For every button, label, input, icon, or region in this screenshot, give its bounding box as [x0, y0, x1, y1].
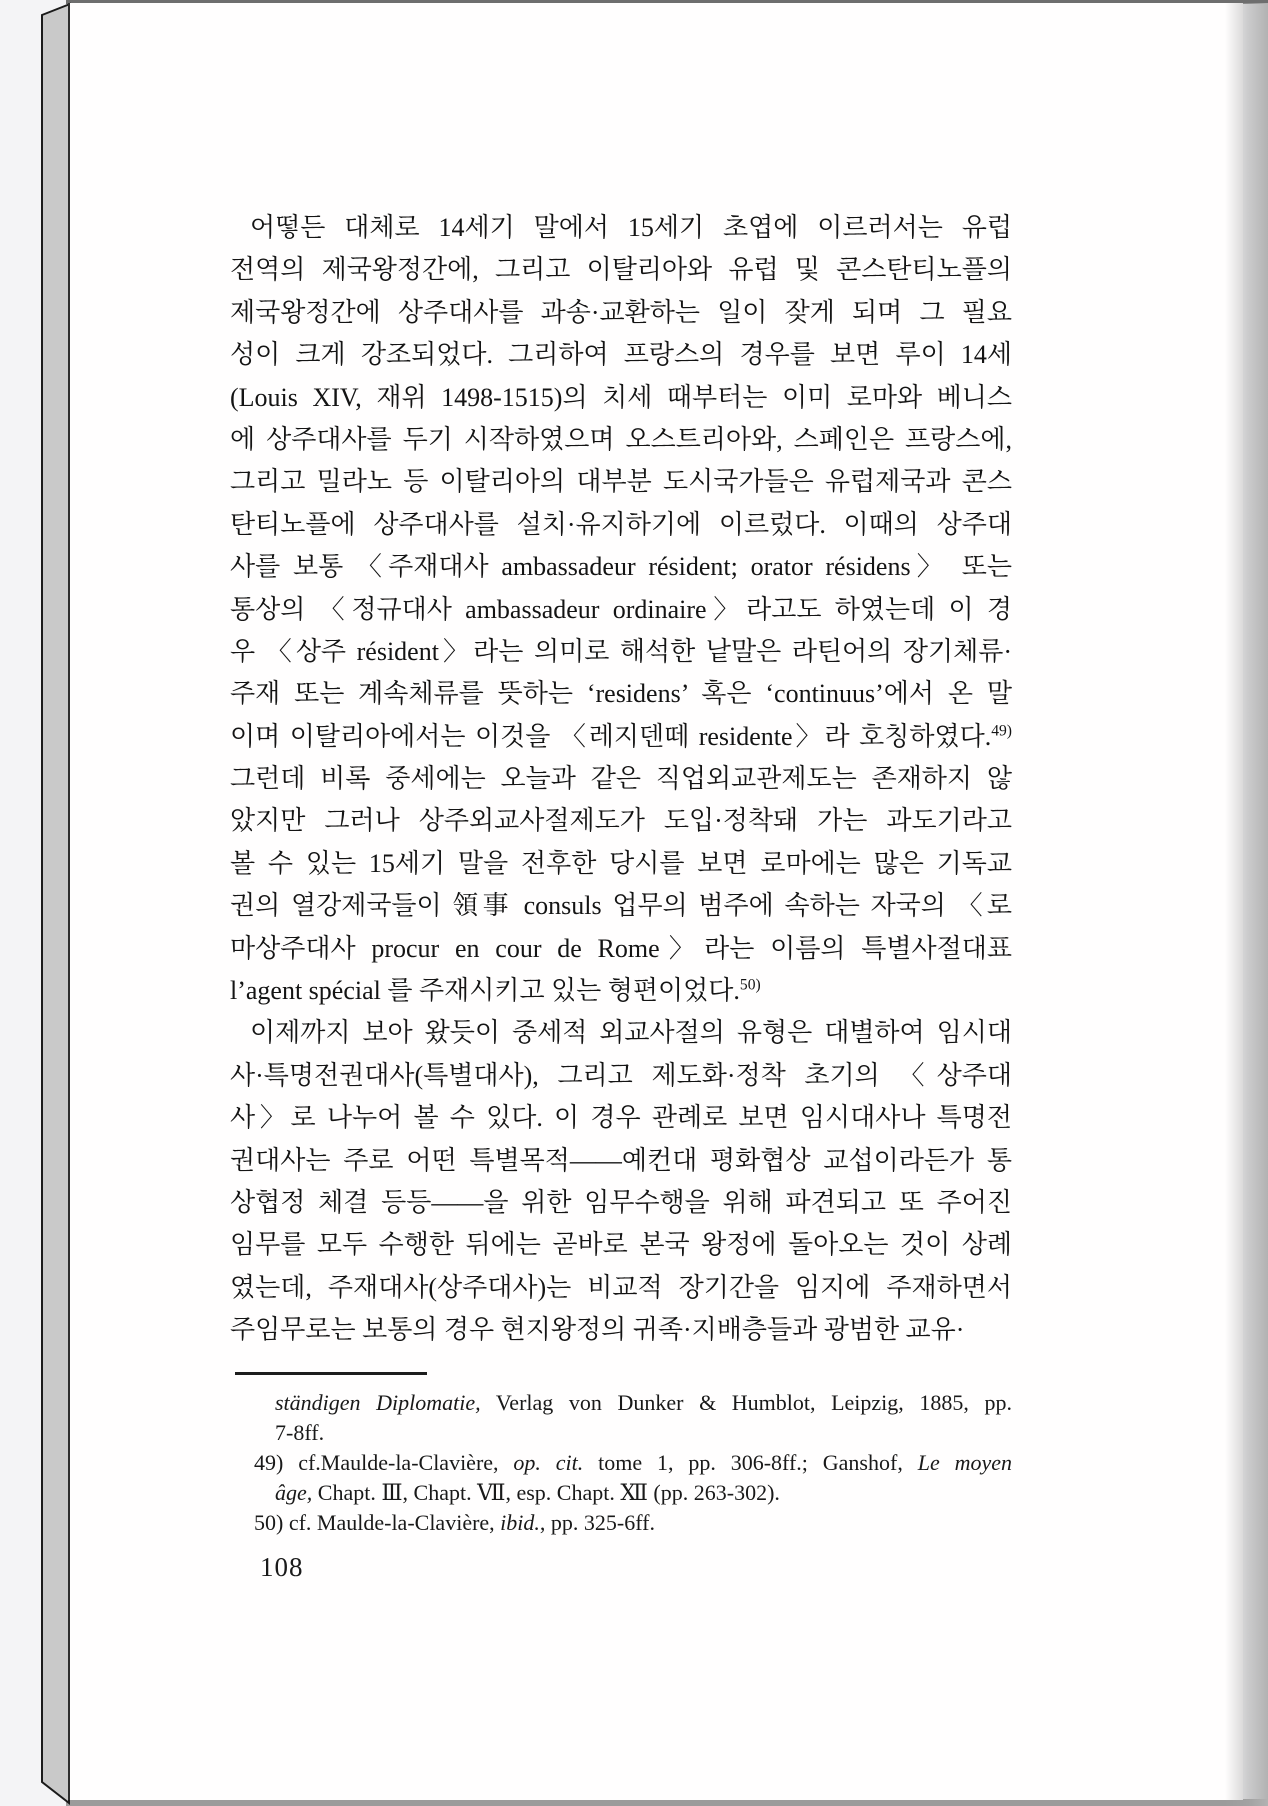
text-line: 전역의 제국왕정간에, 그리고 이탈리아와 유럽 및 콘스탄티노플의	[230, 255, 1012, 285]
text-line: âge, Chapt. Ⅲ, Chapt. Ⅶ, esp. Chapt. Ⅻ (pp. 263-302).	[275, 1480, 780, 1505]
text-line: 임무를 모두 수행한 뒤에는 곧바로 본국 왕정에 돌아오는 것이 상례	[230, 1230, 1012, 1260]
text-line: 았지만 그러나 상주외교사절제도가 도입·정착돼 가는 과도기라고	[230, 806, 1012, 836]
text-line: 통상의 〈정규대사 ambassadeur ordinaire〉라고도 하였는데 이 경	[230, 594, 1012, 624]
text-line: 제국왕정간에 상주대사를 과송·교환하는 일이 잦게 되며 그 필요	[230, 297, 1012, 327]
text-line: l’agent spécial 를 주재시키고 있는 형편이었다.$^{50)}$	[230, 976, 761, 1006]
text-line: 사를 보통 〈주재대사 ambassadeur résident; orator résidens〉 또는	[230, 552, 1012, 582]
text-line: 볼 수 있는 15세기 말을 전후한 당시를 보면 로마에는 많은 기독교	[230, 848, 1012, 878]
page	[68, 3, 1243, 1800]
page-bottom-edge-line	[66, 1799, 1268, 1806]
text-line: 성이 크게 강조되었다. 그리하여 프랑스의 경우를 보면 루이 14세	[230, 340, 1012, 370]
text-line: ständigen Diplomatie, Verlag von Dunker & Humblot, Leipzig, 1885, pp.	[275, 1390, 1013, 1415]
text-line: 어떻든 대체로 14세기 말에서 15세기 초엽에 이르러서는 유럽	[250, 213, 1012, 242]
text-line: 마상주대사 procur en cour de Rome〉라는 이름의 특별사절대표	[230, 933, 1012, 963]
text-line: 에 상주대사를 두기 시작하였으며 오스트리아와, 스페인은 프랑스에,	[230, 424, 1012, 454]
text-line: 주재 또는 계속체류를 뜻하는 ‘residens’ 혹은 ‘continuus’에서 온 말	[230, 679, 1012, 709]
text-line: 주임무로는 보통의 경우 현지왕정의 귀족·지배층들과 광범한 교유·	[230, 1315, 965, 1345]
text-line: 우 〈상주 résident〉라는 의미로 해석한 낱말은 라틴어의 장기체류·	[230, 636, 1012, 666]
text-line: 였는데, 주재대사(상주대사)는 비교적 장기간을 임지에 주재하면서	[230, 1272, 1012, 1302]
text-line: 사〉로 나누어 볼 수 있다. 이 경우 관례로 보면 임시대사나 특명전	[230, 1103, 1012, 1133]
footnote-rule	[235, 1372, 427, 1375]
text-line: 7-8ff.	[275, 1420, 325, 1445]
body-text	[230, 207, 1012, 1352]
text-line: 권대사는 주로 어떤 특별목적——예컨대 평화협상 교섭이라든가 통	[230, 1145, 1012, 1175]
text-line: 49) cf.Maulde-la-Clavière, op. cit. tome 1, pp. 306-8ff.; Ganshof, Le moyen	[254, 1450, 1012, 1475]
text-line: 상협정 체결 등등——을 위한 임무수행을 위해 파견되고 또 주어진	[230, 1187, 1012, 1217]
text-line: 그리고 밀라노 등 이탈리아의 대부분 도시국가들은 유럽제국과 콘스	[230, 467, 1012, 497]
text-line: 이제까지 보아 왔듯이 중세적 외교사절의 유형은 대별하여 임시대	[250, 1018, 1012, 1048]
text-line: 권의 열강제국들이 領事 consuls 업무의 범주에 속하는 자국의 〈로	[230, 891, 1012, 921]
text-line: 탄티노플에 상주대사를 설치·유지하기에 이르렀다. 이때의 상주대	[230, 509, 1012, 539]
page-number: 108	[260, 1552, 304, 1582]
footnotes	[254, 1388, 1012, 1538]
text-line: 사·특명전권대사(특별대사), 그리고 제도화·정착 초기의 〈상주대	[230, 1060, 1012, 1090]
text-line: (Louis XIV, 재위 1498-1515)의 치세 때부터는 이미 로마와 베니스	[230, 382, 1012, 412]
text-line: 그런데 비록 중세에는 오늘과 같은 직업외교관제도는 존재하지 않	[230, 764, 1012, 794]
text-line: 50) cf. Maulde-la-Clavière, ibid., pp. 325-6ff.	[254, 1510, 655, 1535]
page-right-shadow	[1225, 3, 1268, 1806]
text-line: 이며 이탈리아에서는 이것을 〈레지덴떼 residente〉라 호칭하였다.$^{49)}$	[230, 721, 1012, 751]
